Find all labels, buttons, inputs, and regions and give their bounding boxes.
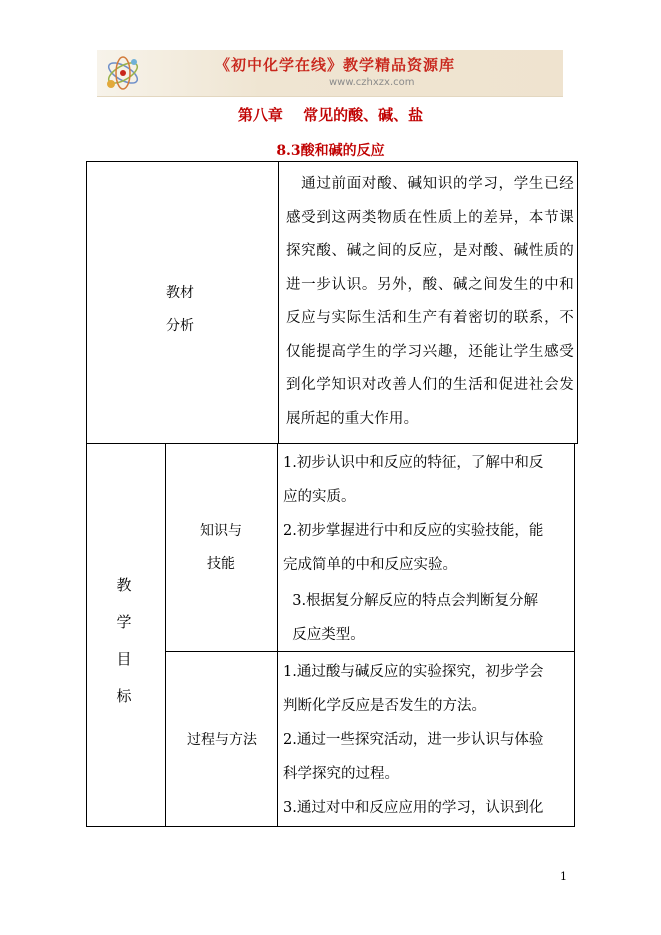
- process-item-3-line1: 3.通过对中和反应应用的学习，认识到化: [283, 800, 544, 816]
- table-divider-1: [278, 161, 279, 443]
- table-border-right-lower: [574, 443, 575, 827]
- process-item-2-line2: 科学探究的过程。: [283, 766, 399, 782]
- banner-url: www.czhxzx.com: [329, 77, 415, 88]
- table-border-bottom: [86, 826, 575, 827]
- knowledge-label-line2: 技能: [207, 556, 235, 572]
- objectives-char-1: 教: [116, 576, 132, 594]
- table-border-top: [86, 161, 578, 162]
- material-label-line1: 教材: [166, 285, 194, 301]
- process-method-label: 过程与方法: [187, 732, 257, 748]
- atom-logo-icon: [101, 52, 145, 94]
- table-col-divider-objectives: [165, 443, 166, 827]
- objectives-char-2: 学: [116, 613, 132, 631]
- banner-title: 《初中化学在线》教学精品资源库: [215, 56, 456, 74]
- objectives-char-4: 标: [116, 687, 132, 705]
- table-border-right-upper: [577, 161, 578, 443]
- table-col-divider-content: [277, 443, 278, 827]
- process-item-2-line1: 2.通过一些探究活动，进一步认识与体验: [283, 732, 544, 748]
- knowledge-item-2-line2: 完成简单的中和反应实验。: [283, 557, 457, 573]
- section-title: 8.3酸和碱的反应: [276, 143, 385, 159]
- knowledge-label-line1: 知识与: [200, 523, 242, 539]
- knowledge-skills-label: [175, 515, 267, 581]
- process-item-1-line1: 1.通过酸与碱反应的实验探究，初步学会: [283, 664, 544, 680]
- knowledge-item-1-line2: 应的实质。: [283, 489, 356, 505]
- page-number: 1: [560, 870, 567, 883]
- objectives-char-3: 目: [116, 650, 132, 668]
- table-row-divider-2: [165, 651, 575, 652]
- material-label-line2: 分析: [166, 318, 194, 334]
- objectives-label: [100, 567, 148, 715]
- material-analysis-text: 通过前面对酸、碱知识的学习，学生已经感受到这两类物质在性质上的差异，本节课探究酸、碱之间的反应，是对酸、碱性质的进一步认识。另外，酸、碱之间发生的中和反应与实际生活和生产有着密切的联系，不仅能提高学生的学习兴趣，还能让学生感受到化学知识对改善人们的生活和促进社会发展所起的重大作用。: [286, 176, 574, 427]
- process-item-1-line2: 判断化学反应是否发生的方法。: [283, 698, 486, 714]
- chapter-title: 第八章 常见的酸、碱、盐: [237, 106, 424, 124]
- material-analysis-label: [140, 277, 220, 343]
- knowledge-item-3-line1: 3.根据复分解反应的特点会判断复分解: [283, 593, 539, 609]
- table-border-left: [86, 161, 87, 827]
- header-banner: [97, 50, 563, 97]
- knowledge-item-2-line1: 2.初步掌握进行中和反应的实验技能，能: [283, 523, 544, 539]
- table-row-divider-1: [86, 443, 578, 444]
- knowledge-item-3-line2: 反应类型。: [283, 627, 365, 643]
- knowledge-item-1-line1: 1.初步认识中和反应的特征，了解中和反: [283, 455, 544, 471]
